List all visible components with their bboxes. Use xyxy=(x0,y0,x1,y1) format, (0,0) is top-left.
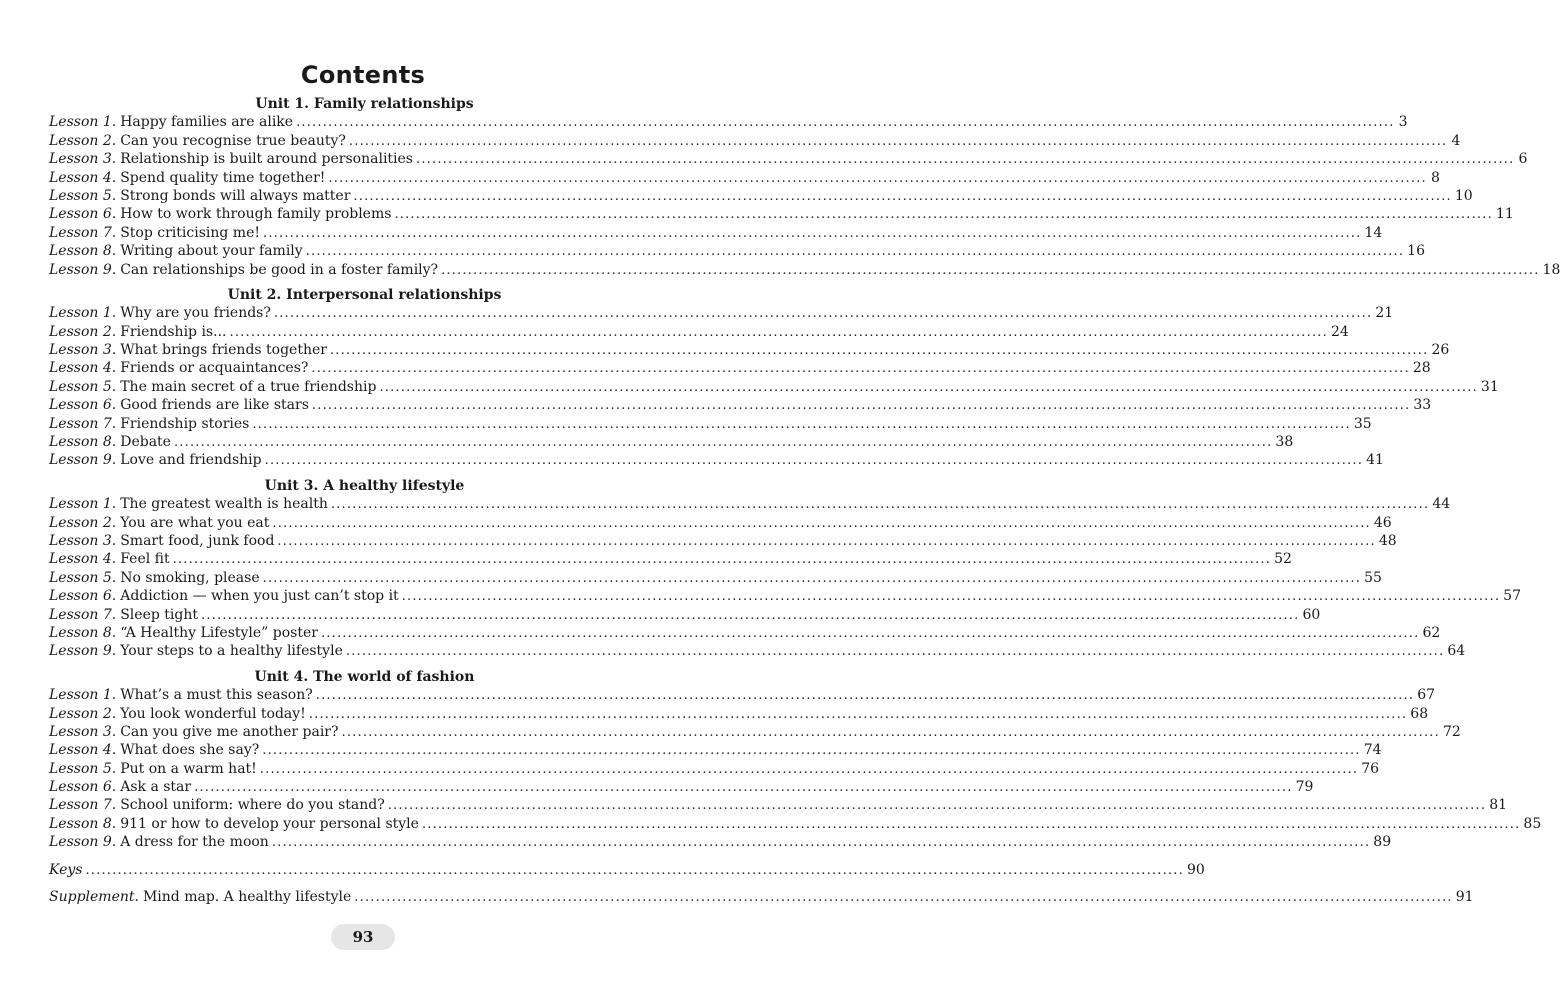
dot-leader xyxy=(330,342,1428,360)
entry-label: Lesson 4. xyxy=(49,742,117,759)
dot-leader xyxy=(328,170,1426,188)
entry-page-number: 57 xyxy=(1503,588,1521,605)
dot-leader xyxy=(265,452,1363,470)
toc-entry-unit1-lesson1 xyxy=(49,113,1408,131)
dot-leader xyxy=(229,324,1327,342)
dot-leader xyxy=(85,862,1183,880)
entry-title: What’s a must this season? xyxy=(120,687,313,704)
entry-page-number: 74 xyxy=(1363,742,1382,759)
page-number-badge: 93 xyxy=(331,924,395,950)
dot-leader xyxy=(353,188,1451,206)
dot-leader xyxy=(388,797,1486,815)
entry-title: Friendship stories xyxy=(120,415,250,432)
entry-label: Lesson 2. xyxy=(49,323,117,340)
entry-label: Supplement. xyxy=(49,889,139,906)
toc-entry-unit3-lesson7 xyxy=(49,606,1321,624)
entry-label: Lesson 8. xyxy=(49,815,117,832)
unit-heading-3: Unit 3. A healthy lifestyle xyxy=(264,477,465,494)
toc-entry-unit3-lesson1 xyxy=(49,495,1451,513)
toc-entry-unit2-lesson1 xyxy=(49,304,1394,322)
entry-page-number: 21 xyxy=(1375,305,1394,322)
entry-label: Lesson 9. xyxy=(49,261,117,278)
entry-title: The greatest wealth is health xyxy=(120,496,328,513)
entry-title: Friendship is... xyxy=(120,323,227,340)
dot-leader xyxy=(422,816,1520,834)
entry-title: Spend quality time together! xyxy=(120,169,326,186)
entry-title: You look wonderful today! xyxy=(120,705,306,722)
entry-label: Lesson 5. xyxy=(49,378,117,395)
dot-leader xyxy=(394,206,1492,224)
entry-page-number: 90 xyxy=(1186,861,1205,878)
entry-page-number: 55 xyxy=(1364,569,1382,586)
dot-leader xyxy=(331,496,1429,514)
entry-title: Addiction — when you just can’t stop it xyxy=(120,588,399,605)
entry-title: Sleep tight xyxy=(120,606,198,623)
entry-title: Why are you friends? xyxy=(120,305,271,322)
entry-title: “A Healthy Lifestyle” poster xyxy=(120,624,318,641)
entry-label: Lesson 6. xyxy=(49,206,117,223)
toc-entry-unit3-lesson8 xyxy=(49,624,1441,642)
entry-label: Lesson 6. xyxy=(49,588,117,605)
entry-page-number: 33 xyxy=(1413,397,1432,414)
toc-entry-unit1-lesson7 xyxy=(49,224,1383,242)
entry-title: Debate xyxy=(120,434,171,451)
entry-page-number: 46 xyxy=(1373,514,1392,531)
entry-title: Mind map. A healthy lifestyle xyxy=(142,889,352,906)
entry-label: Lesson 1. xyxy=(49,687,117,704)
entry-page-number: 44 xyxy=(1432,496,1451,513)
entry-label: Lesson 8. xyxy=(49,624,117,641)
toc-entry-unit4-lesson9 xyxy=(49,833,1392,851)
entry-title: Your steps to a healthy lifestyle xyxy=(120,643,343,660)
entry-page-number: 91 xyxy=(1455,889,1474,906)
entry-label: Lesson 7. xyxy=(49,224,117,241)
entry-title: You are what you eat xyxy=(120,514,270,531)
entry-title: The main secret of a true friendship xyxy=(120,378,377,395)
entry-label: Lesson 1. xyxy=(49,496,117,513)
toc-entry-keys xyxy=(49,861,1205,879)
page-title: Contents xyxy=(300,61,426,89)
dot-leader xyxy=(260,761,1358,779)
entry-title: A dress for the moon xyxy=(120,834,269,851)
entry-page-number: 16 xyxy=(1407,243,1425,260)
dot-leader xyxy=(316,687,1414,705)
toc-entry-unit4-lesson6 xyxy=(49,778,1314,796)
toc-entry-unit1-lesson9 xyxy=(49,261,1560,279)
toc-entry-unit3-lesson9 xyxy=(49,642,1466,660)
entry-page-number: 31 xyxy=(1480,378,1499,395)
dot-leader xyxy=(354,889,1452,907)
entry-label: Lesson 7. xyxy=(49,606,117,623)
toc-entry-unit1-lesson2 xyxy=(49,132,1461,150)
entry-title: What does she say? xyxy=(120,742,260,759)
entry-page-number: 8 xyxy=(1430,169,1440,186)
toc-entry-unit4-lesson3 xyxy=(49,723,1461,741)
entry-label: Lesson 9. xyxy=(49,643,117,660)
entry-label: Keys xyxy=(49,861,83,878)
entry-title: Can you give me another pair? xyxy=(120,723,339,740)
dot-leader xyxy=(174,434,1272,452)
entry-page-number: 24 xyxy=(1330,323,1349,340)
dot-leader xyxy=(346,643,1444,661)
toc-entry-unit2-lesson4 xyxy=(49,359,1431,377)
dot-leader xyxy=(263,570,1361,588)
entry-page-number: 48 xyxy=(1378,532,1397,549)
entry-label: Lesson 3. xyxy=(49,532,117,549)
entry-title: Put on a warm hat! xyxy=(120,760,257,777)
toc-entry-unit2-lesson3 xyxy=(49,341,1450,359)
entry-title: No smoking, please xyxy=(120,569,260,586)
toc-entry-unit1-lesson4 xyxy=(49,169,1440,187)
toc-entry-unit2-lesson8 xyxy=(49,433,1294,451)
entry-label: Lesson 4. xyxy=(49,169,117,186)
toc-entry-unit4-lesson7 xyxy=(49,796,1508,814)
entry-title: Happy families are alike xyxy=(120,114,294,131)
dot-leader xyxy=(349,133,1447,151)
entry-page-number: 4 xyxy=(1451,132,1461,149)
entry-page-number: 14 xyxy=(1364,224,1383,241)
dot-leader xyxy=(262,742,1360,760)
entry-page-number: 60 xyxy=(1302,606,1321,623)
dot-leader xyxy=(379,379,1477,397)
entry-page-number: 68 xyxy=(1410,705,1429,722)
entry-label: Lesson 8. xyxy=(49,434,117,451)
entry-title: Ask a star xyxy=(120,779,192,796)
toc-entry-unit3-lesson3 xyxy=(49,532,1397,550)
entry-page-number: 41 xyxy=(1366,452,1384,469)
toc-entry-unit2-lesson5 xyxy=(49,378,1499,396)
toc-entry-unit2-lesson2 xyxy=(49,323,1349,341)
entry-label: Lesson 4. xyxy=(49,360,117,377)
entry-page-number: 35 xyxy=(1353,415,1372,432)
dot-leader xyxy=(173,551,1271,569)
dot-leader xyxy=(416,151,1514,169)
toc-entry-unit3-lesson5 xyxy=(49,569,1382,587)
toc-entry-unit4-lesson1 xyxy=(49,686,1436,704)
entry-title: Love and friendship xyxy=(120,452,262,469)
entry-title: Relationship is built around personalities xyxy=(120,151,413,168)
dot-leader xyxy=(312,397,1410,415)
entry-label: Lesson 3. xyxy=(49,342,117,359)
entry-title: What brings friends together xyxy=(120,342,327,359)
entry-page-number: 11 xyxy=(1495,206,1514,223)
dot-leader xyxy=(342,724,1440,742)
entry-label: Lesson 3. xyxy=(49,151,117,168)
toc-entry-unit2-lesson7 xyxy=(49,415,1372,433)
entry-page-number: 72 xyxy=(1442,723,1461,740)
entry-label: Lesson 9. xyxy=(49,452,117,469)
entry-label: Lesson 4. xyxy=(49,551,117,568)
entry-page-number: 79 xyxy=(1295,779,1314,796)
entry-label: Lesson 2. xyxy=(49,514,117,531)
entry-label: Lesson 5. xyxy=(49,569,117,586)
toc-entry-unit1-lesson3 xyxy=(49,150,1528,168)
entry-title: 911 or how to develop your personal style xyxy=(120,815,419,832)
unit-heading-1: Unit 1. Family relationships xyxy=(255,96,474,112)
entry-label: Lesson 5. xyxy=(49,187,117,204)
dot-leader xyxy=(321,625,1419,643)
toc-entry-unit3-lesson6 xyxy=(49,587,1521,605)
entry-title: School uniform: where do you stand? xyxy=(120,797,385,814)
dot-leader xyxy=(309,706,1407,724)
entry-page-number: 26 xyxy=(1431,342,1450,359)
dot-leader xyxy=(296,114,1394,132)
dot-leader xyxy=(272,834,1370,852)
dot-leader xyxy=(277,533,1375,551)
entry-page-number: 62 xyxy=(1422,624,1441,641)
entry-title: Stop criticising me! xyxy=(120,224,260,241)
entry-page-number: 67 xyxy=(1417,687,1436,704)
unit-heading-2: Unit 2. Interpersonal relationships xyxy=(227,286,502,303)
entry-page-number: 89 xyxy=(1373,834,1392,851)
entry-page-number: 18 xyxy=(1542,261,1560,278)
dot-leader xyxy=(252,416,1350,434)
entry-label: Lesson 6. xyxy=(49,397,117,414)
entry-label: Lesson 7. xyxy=(49,415,117,432)
entry-label: Lesson 8. xyxy=(49,243,117,260)
entry-title: Strong bonds will always matter xyxy=(120,187,351,204)
entry-page-number: 76 xyxy=(1361,760,1380,777)
entry-page-number: 81 xyxy=(1489,797,1508,814)
entry-page-number: 10 xyxy=(1454,187,1473,204)
entry-title: Good friends are like stars xyxy=(120,397,309,414)
entry-label: Lesson 1. xyxy=(49,114,117,131)
toc-entry-unit4-lesson2 xyxy=(49,705,1429,723)
entry-label: Lesson 5. xyxy=(49,760,117,777)
dot-leader xyxy=(311,360,1409,378)
entry-title: Friends or acquaintances? xyxy=(120,360,309,377)
entry-label: Lesson 9. xyxy=(49,834,117,851)
dot-leader xyxy=(402,588,1500,606)
dot-leader xyxy=(441,262,1539,280)
toc-entry-unit1-lesson5 xyxy=(49,187,1473,205)
dot-leader xyxy=(306,243,1404,261)
toc-entry-unit3-lesson2 xyxy=(49,514,1392,532)
toc-entry-unit1-lesson8 xyxy=(49,242,1425,260)
entry-title: How to work through family problems xyxy=(120,206,392,223)
entry-title: Writing about your family xyxy=(120,243,303,260)
toc-entry-supplement xyxy=(49,888,1474,906)
dot-leader xyxy=(272,515,1370,533)
entry-label: Lesson 2. xyxy=(49,132,117,149)
toc-entry-unit1-lesson6 xyxy=(49,205,1514,223)
entry-label: Lesson 3. xyxy=(49,723,117,740)
table-of-contents xyxy=(49,95,1560,906)
toc-entry-unit4-lesson4 xyxy=(49,741,1382,759)
entry-page-number: 52 xyxy=(1274,551,1292,568)
toc-entry-unit2-lesson9 xyxy=(49,451,1384,469)
entry-label: Lesson 2. xyxy=(49,705,117,722)
entry-label: Lesson 1. xyxy=(49,305,117,322)
toc-entry-unit4-lesson8 xyxy=(49,815,1542,833)
entry-title: Smart food, junk food xyxy=(120,532,275,549)
unit-heading-4: Unit 4. The world of fashion xyxy=(254,668,475,685)
entry-title: Can you recognise true beauty? xyxy=(120,132,346,149)
dot-leader xyxy=(263,225,1361,243)
entry-title: Can relationships be good in a foster family? xyxy=(120,261,439,278)
toc-entry-unit2-lesson6 xyxy=(49,396,1432,414)
dot-leader xyxy=(201,607,1299,625)
entry-label: Lesson 6. xyxy=(49,779,117,796)
entry-page-number: 3 xyxy=(1398,114,1408,131)
entry-page-number: 64 xyxy=(1447,643,1466,660)
dot-leader xyxy=(274,305,1372,323)
entry-title: Feel fit xyxy=(120,551,170,568)
entry-page-number: 6 xyxy=(1518,151,1528,168)
entry-label: Lesson 7. xyxy=(49,797,117,814)
toc-entry-unit3-lesson4 xyxy=(49,550,1292,568)
entry-page-number: 85 xyxy=(1523,815,1542,832)
toc-entry-unit4-lesson5 xyxy=(49,760,1380,778)
entry-page-number: 28 xyxy=(1412,360,1431,377)
dot-leader xyxy=(194,779,1292,797)
entry-page-number: 38 xyxy=(1275,434,1294,451)
